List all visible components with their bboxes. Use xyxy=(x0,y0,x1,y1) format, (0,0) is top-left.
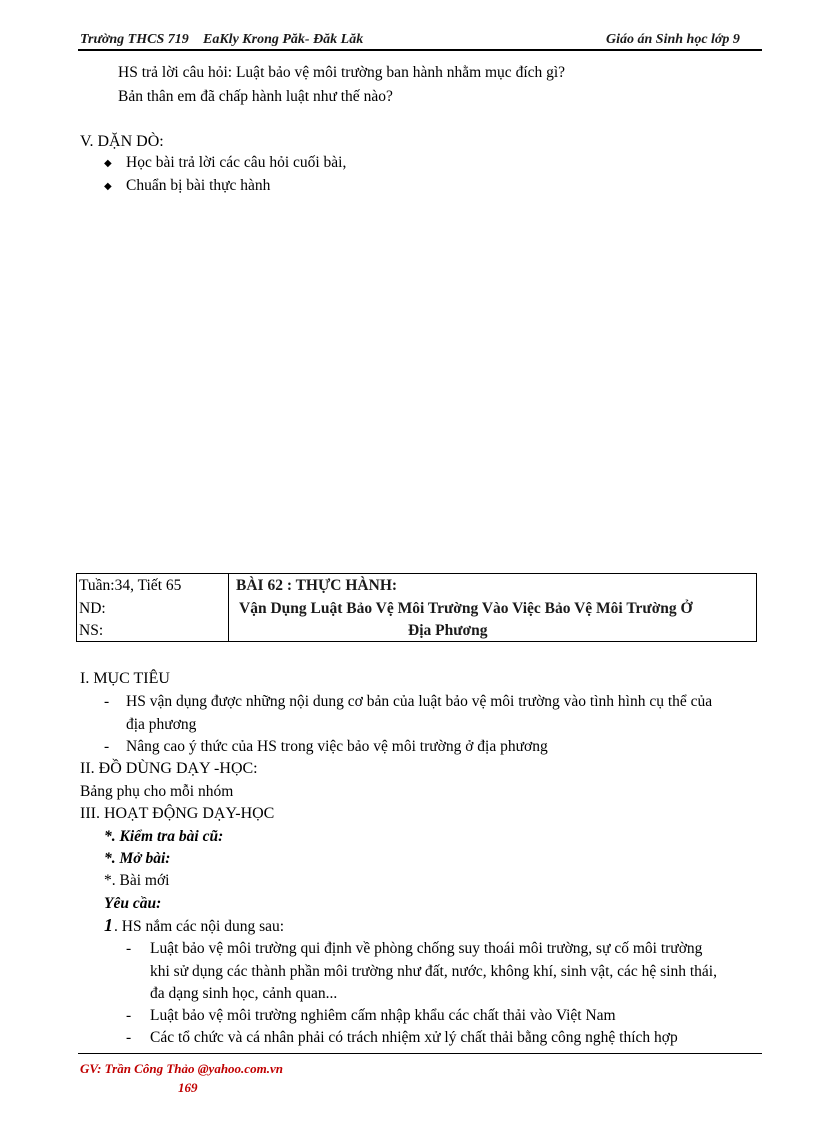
sub-item-1-line-1: Luật bảo vệ môi trường qui định về phòng chống suy thoái môi trường, sự cố môi trường xyxy=(150,940,703,957)
bullet-icon: ◆ xyxy=(104,181,112,192)
lesson-subtitle-line-1: Vận Dụng Luật Bảo Vệ Môi Trường Vào Việc Bảo Vệ Môi Trường Ở xyxy=(239,600,693,617)
section-i-title: I. MỤC TIÊU xyxy=(80,670,170,687)
footer-divider xyxy=(78,1053,762,1054)
lesson-title: BÀI 62 : THỰC HÀNH: xyxy=(236,577,398,594)
sub-item-1-line-3: đa dạng sinh học, cảnh quan... xyxy=(150,985,338,1002)
section-iii-title: III. HOẠT ĐỘNG DẠY-HỌC xyxy=(80,805,275,822)
section-v-item-1: Học bài trả lời các câu hỏi cuối bài, xyxy=(126,154,347,171)
requirements-label: Yêu cầu: xyxy=(104,895,162,912)
lesson-subtitle-line-2: Địa Phương xyxy=(408,622,488,639)
header-subject: Giáo án Sinh học lớp 9 xyxy=(606,32,740,47)
lesson-info-table xyxy=(76,573,757,642)
bullet-icon: ◆ xyxy=(104,158,112,169)
new-lesson-label: *. Bài mới xyxy=(104,872,170,889)
section-ii-text: Bảng phụ cho mỗi nhóm xyxy=(80,783,234,800)
ns-label: NS: xyxy=(79,622,104,639)
section-v-title: V. DẶN DÒ: xyxy=(80,133,164,150)
intro-line-2: Bản thân em đã chấp hành luật như thế nào? xyxy=(118,88,393,105)
dash-marker: - xyxy=(126,1007,132,1024)
dash-marker: - xyxy=(126,940,132,957)
week-label: Tuần:34, Tiết 65 xyxy=(79,577,182,594)
footer-teacher: GV: Trần Công Thảo @yahoo.com.vn xyxy=(80,1061,283,1076)
dash-marker: - xyxy=(104,738,110,755)
section-i-item-2: Nâng cao ý thức của HS trong việc bảo vệ môi trường ở địa phương xyxy=(126,738,548,755)
header-school: Trường THCS 719 xyxy=(80,32,189,47)
lesson-title-cell xyxy=(229,574,757,642)
header-divider xyxy=(78,49,762,51)
header-location: EaKly Krong Păk- Đăk Lăk xyxy=(203,32,364,47)
lesson-intro-label: *. Mở bài: xyxy=(104,850,171,867)
section-i-item-1-line-1: HS vận dụng được những nội dung cơ bản của luật bảo vệ môi trường vào tình hình cụ thể của xyxy=(126,693,713,710)
section-ii-title: II. ĐỒ DÙNG DẠY -HỌC: xyxy=(80,760,258,777)
step-text: . HS nắm các nội dung sau: xyxy=(114,918,285,935)
lesson-meta-cell xyxy=(77,574,229,642)
section-i-item-1-line-2: địa phương xyxy=(126,716,197,733)
sub-item-3: Các tổ chức và cá nhân phải có trách nhiệm xử lý chất thải bằng công nghệ thích hợp xyxy=(150,1029,678,1046)
intro-line-1: HS trả lời câu hỏi: Luật bảo vệ môi trường ban hành nhằm mục đích gì? xyxy=(118,64,566,81)
step-number: 1 xyxy=(104,915,113,935)
sub-item-2: Luật bảo vệ môi trường nghiêm cấm nhập khẩu các chất thải vào Việt Nam xyxy=(150,1007,616,1024)
footer-page-number: 169 xyxy=(178,1080,198,1095)
nd-label: ND: xyxy=(79,600,106,617)
check-old-lesson-label: *. Kiểm tra bài cũ: xyxy=(104,828,224,845)
sub-item-1-line-2: khi sử dụng các thành phần môi trường như đất, nước, không khí, sinh vật, các hệ sinh thái, xyxy=(150,963,717,980)
dash-marker: - xyxy=(104,693,110,710)
dash-marker: - xyxy=(126,1029,132,1046)
section-v-item-2: Chuẩn bị bài thực hành xyxy=(126,177,271,194)
